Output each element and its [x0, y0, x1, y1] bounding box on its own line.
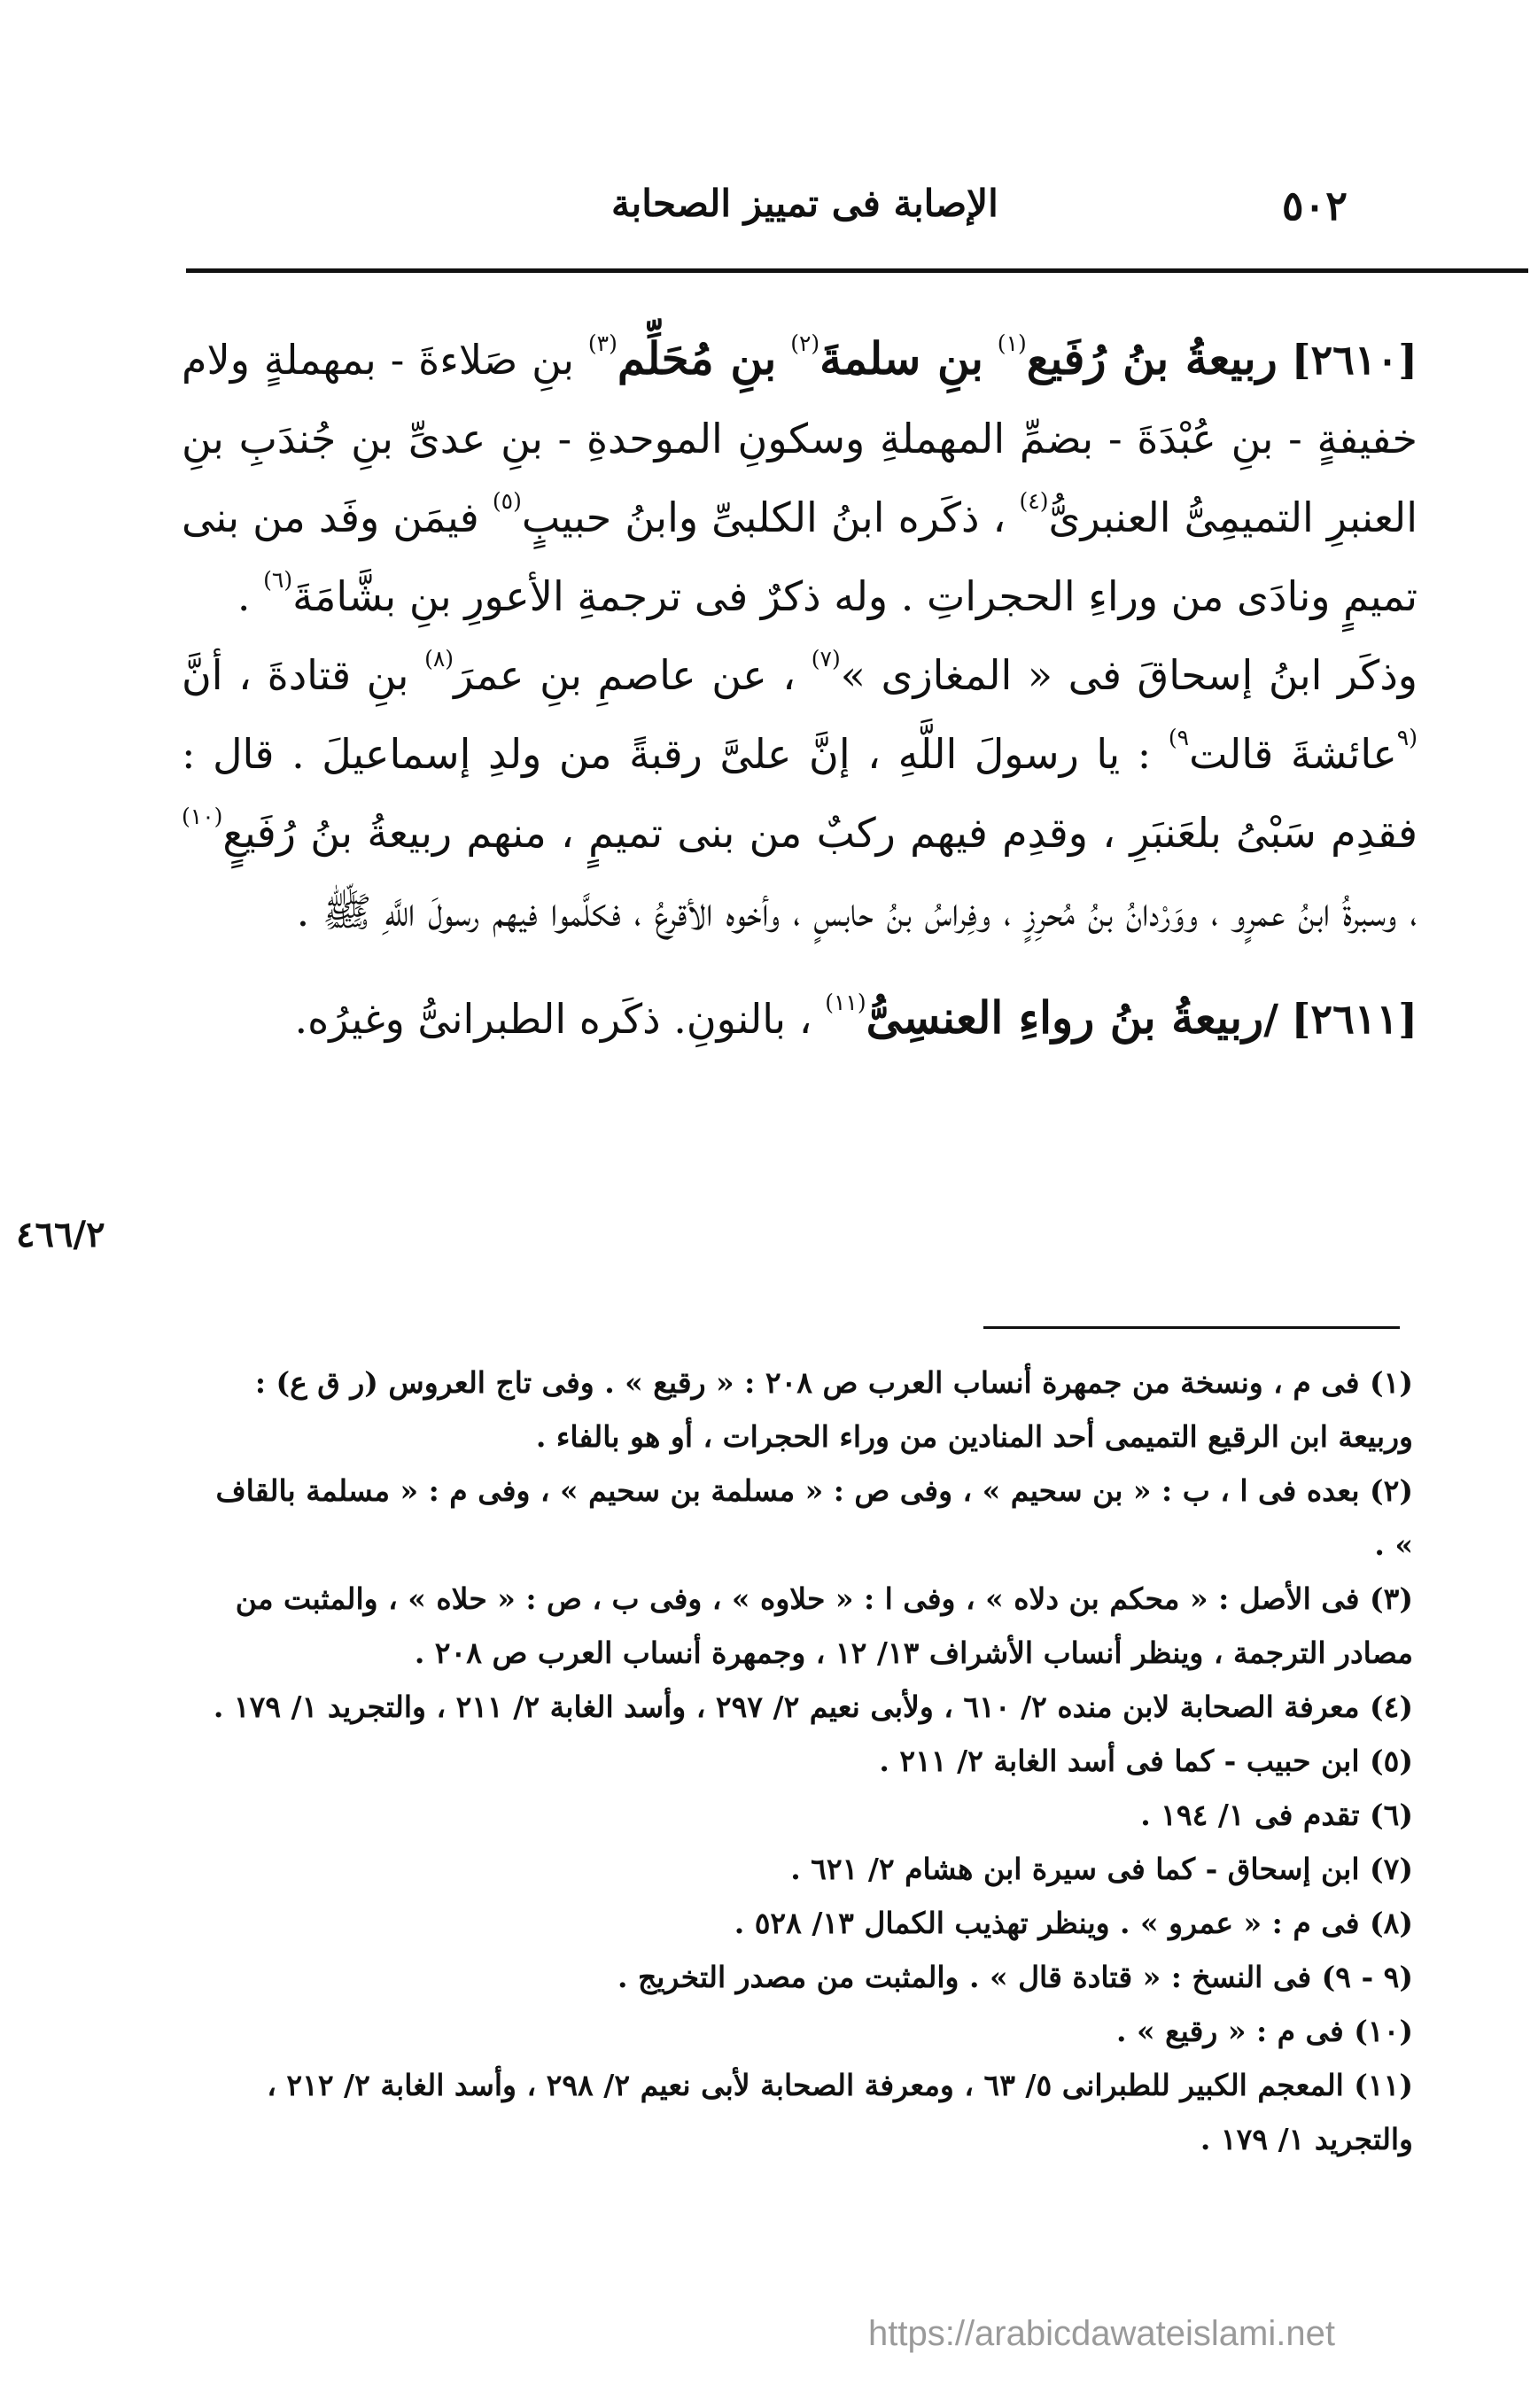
entry-2611-paragraph — [182, 978, 1418, 1059]
footnote-divider — [983, 1326, 1400, 1329]
footnote-ref[interactable]: (٥) — [492, 488, 522, 514]
body-text-segment: . — [237, 572, 251, 620]
body-text-segment: ، وسبرةُ ابنُ عمرٍو ، ووَرْدانُ بنُ مُحرِزٍ ، وفِراسُ بنُ حابسٍ ، وأخوه الأقرعُ ، فكلَّموا فيهم رسولَ اللَّهِ ﷺ . — [296, 888, 1418, 936]
footnote: (١١) المعجم الكبير للطبرانى ٥/ ٦٣ ، ومعرفة الصحابة لأبى نعيم ٢/ ٢٩٨ ، وأسد الغابة ٢/ ٢١٢ ، والتجريد ١/ ١٧٩ . — [267, 2068, 1413, 2156]
footnote-ref[interactable]: (٢) — [790, 330, 820, 356]
footnote: (٧) ابن إسحاق - كما فى سيرة ابن هشام ٢/ ٦٢١ . — [790, 1852, 1413, 1886]
footnote: (٤) معرفة الصحابة لابن منده ٢/ ٦١٠ ، ولأبى نعيم ٢/ ٢٩٧ ، وأسد الغابة ٢/ ٢١١ ، والتجريد ١/ ١٧٩ . — [213, 1689, 1413, 1724]
footnote-ref[interactable]: (٤) — [1019, 488, 1049, 514]
main-text — [182, 319, 1418, 1059]
body-text-segment: : يا رسولَ اللَّهِ ، إنَّ علىَّ رقبةً من ولدِ إسماعيلَ . قال : فقدِم سَبْىُ بلعَنبَرِ ، وقدِم فيهم ركبٌ من بنى تميمٍ ، منهم ربيعةُ بنُ رُفَيعٍ — [182, 730, 1418, 857]
footnote: (٦) تقدم فى ١/ ١٩٤ . — [1140, 1798, 1413, 1832]
footnote: (٩ - ٩) فى النسخ : « قتادة قال » . والمثبت من مصدر التخريج . — [617, 1960, 1413, 1994]
footnote-ref[interactable]: (١١) — [825, 990, 866, 1015]
footnote-ref[interactable]: (٧) — [811, 646, 841, 672]
footnote-ref[interactable]: (٨) — [424, 646, 454, 672]
footnote-ref[interactable]: (٣) — [587, 330, 618, 356]
footnote-ref[interactable]: (٩ — [1396, 725, 1418, 750]
footnote-ref[interactable]: (٦) — [263, 567, 293, 593]
lineage-text: بنِ صَلاءةَ - بمهملةٍ ولام خفيفةٍ - بنِ عُبْدَةَ - بضمِّ المهملةِ وسكونِ الموحدةِ - بنِ عدىِّ بنِ جُندَبِ بنِ العنبرِ التميمِىُّ العنبرىُّ — [182, 336, 1418, 541]
watermark-url: https://arabicdawateislami.net — [868, 2314, 1335, 2353]
body-text-segment: فيمَن وفَد من بنى تميمٍ ونادَى من وراءِ الحجراتِ . وله ذكرٌ فى ترجمةِ الأعورِ بنِ بشَّامَةَ — [182, 493, 1418, 620]
page-title: الإصابة فى تمييز الصحابة — [611, 182, 998, 225]
margin-reference: ٤٦٦/٢ — [16, 1214, 105, 1255]
footnote: (٨) فى م : « عمرو » . وينظر تهذيب الكمال ١٣/ ٥٢٨ . — [734, 1906, 1413, 1940]
footnotes-section — [199, 1355, 1413, 2166]
lineage-text: بنِ سلمةَ — [819, 332, 983, 385]
footnote: (٣) فى الأصل : « محكم بن دلاه » ، وفى ا : « حلاوه » ، وفى ب ، ص : « حلاه » ، والمثبت من مصادر الترجمة ، وينظر أنساب الأشراف ١٣/ ١٢ ، وجمهرة أنساب العرب ص ٢٠٨ . — [235, 1581, 1413, 1670]
entry-number: [٢٦١٠] — [1291, 336, 1418, 384]
margin-marker: / — [1263, 995, 1279, 1043]
header-divider — [186, 268, 1528, 273]
footnote: (١٠) فى م : « رقيع » . — [1116, 2014, 1413, 2048]
narration-paragraph — [182, 636, 1418, 952]
footnote: (٢) بعده فى ا ، ب : « بن سحيم » ، وفى ص : « مسلمة بن سحيم » ، وفى م : « مسلمة بالقاف » . — [215, 1473, 1413, 1562]
body-text-segment: ، بالنونِ. ذكَره الطبرانىُّ وغيرُه. — [294, 995, 812, 1043]
lineage-text: بنِ مُحَلِّم — [617, 332, 777, 385]
body-text-segment: بنِ قتادةَ ، أنَّ — [182, 651, 409, 699]
entry-2610-paragraph — [182, 319, 1418, 636]
footnote-ref[interactable]: (١) — [997, 330, 1027, 356]
footnote-ref[interactable]: (١٠) — [182, 804, 223, 829]
entry-name: ربيعةُ بنُ رواءِ العنسِىُّ — [866, 991, 1264, 1044]
body-text-segment: وذكَر ابنُ إسحاقَ فى « المغازى » — [840, 651, 1418, 699]
footnote: (١) فى م ، ونسخة من جمهرة أنساب العرب ص ٢٠٨ : « رقيع » . وفى تاج العروس (ر ق ع) : وربيعة ابن الرقيع التميمى أحد المنادين من وراء الحجرات ، أو هو بالفاء . — [254, 1365, 1413, 1454]
page-number: ٥٠٢ — [1281, 182, 1348, 229]
body-text-segment: ، ذكَره ابنُ الكلبىِّ وابنُ حبيبٍ — [521, 493, 1006, 541]
entry-name: ربيعةُ بنُ رُفَيع — [1026, 332, 1278, 385]
entry-number: [٢٦١١] — [1291, 995, 1418, 1043]
body-text-segment: ، عن عاصمِ بنِ عمرَ — [454, 651, 796, 699]
body-text-segment: عائشةَ قالت — [1189, 730, 1397, 778]
footnote-ref[interactable]: ٩) — [1168, 725, 1190, 750]
footnote: (٥) ابن حبيب - كما فى أسد الغابة ٢/ ٢١١ . — [879, 1744, 1413, 1778]
